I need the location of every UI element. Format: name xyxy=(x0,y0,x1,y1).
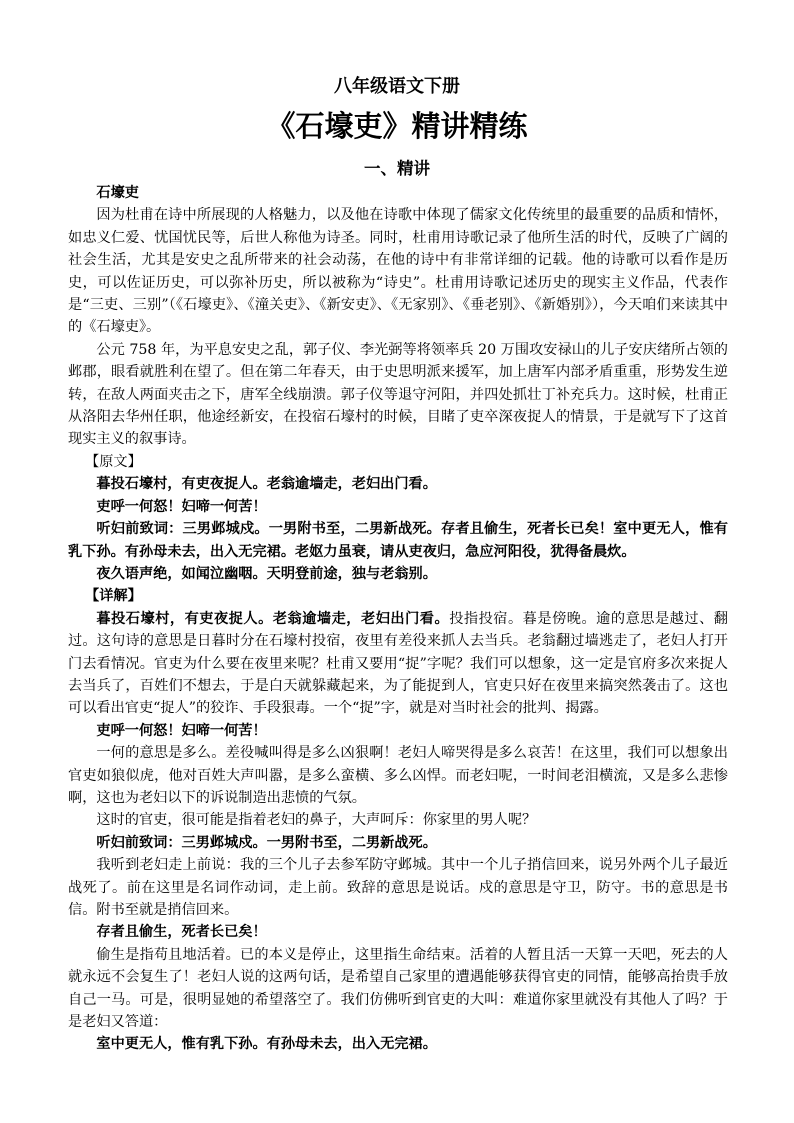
poem-heading: 石壕吏 xyxy=(96,185,139,201)
detail-4-quote: 存者且偷生，死者长已矣！ xyxy=(96,924,267,941)
poem-line-4: 夜久语声绝，如闻泣幽咽。天明登前途，独与老翁别。 xyxy=(96,565,437,582)
detail-2-text-2: 这时的官吏，很可能是指着老妇的鼻子，大声呵斥：你家里的男人呢？ xyxy=(96,812,537,829)
intro-paragraph-2: 公元 758 年，为平息安史之乱，郭子仪、李光弼等将领率兵 20 万围攻安禄山的儿子安庆绪所占领的邺郡，眼看就胜利在望了。但在第二年春天，由于史思明派来援军，加上唐军内部矛盾重重，形势发生逆转，在敌人两面夹击之下，唐军全线崩溃。郭子仪等退守河阳，并四处抓壮丁补充兵力。这时候，杜甫正从洛阳去华州任职，他途经新安，在投宿石壕村的时候，目睹了吏卒深夜捉人的情景，于是就写下了这首现实主义的叙事诗。 xyxy=(68,341,728,448)
detail-3-text: 我听到老妇走上前说：我的三个儿子去参军防守邺城。其中一个儿子捎信回来，说另外两个儿子最近战死了。前在这里是名词作动词，走上前。致辞的意思是说话。戍的意思是守卫，防守。书的意思是书信。附书至就是捎信回来。 xyxy=(68,857,728,918)
intro-paragraph-1: 因为杜甫在诗中所展现的人格魅力，以及他在诗歌中体现了儒家文化传统里的最重要的品质和情怀，如忠义仁爱、忧国忧民等，后世人称他为诗圣。同时，杜甫用诗歌记录了他所生活的时代，反映了广阔的社会生活，尤其是安史之乱所带来的社会动荡，在他的诗中有非常详细的记载。他的诗歌可以看作是历史，可以佐证历史，可以弥补历史，所以被称为“诗史”。杜甫用诗歌记述历史的现实主义作品，代表作是“三吏、三别”（《石壕吏》、《潼关吏》、《新安吏》、《无家别》、《垂老别》、《新婚别》），今天咱们来读其中的《石壕吏》。 xyxy=(68,207,728,336)
poem-line-3: 听妇前致词：三男邺城戍。一男附书至，二男新战死。存者且偷生，死者长已矣！室中更无人，惟有乳下孙。有孙母未去，出入无完裙。老妪力虽衰，请从吏夜归，急应河阳役，犹得备晨炊。 xyxy=(68,521,728,560)
poem-line-2: 吏呼一何怒！妇啼一何苦！ xyxy=(96,498,267,515)
detail-label: 【详解】 xyxy=(85,588,142,605)
section-heading: 一、精讲 xyxy=(364,159,430,178)
document-body xyxy=(68,182,728,1056)
detail-5-quote: 室中更无人，惟有乳下孙。有孙母未去，出入无完裙。 xyxy=(96,1036,437,1053)
grade-label: 八年级语文下册 xyxy=(334,76,460,97)
detail-4-text: 偷生是指苟且地活着。已的本义是停止，这里指生命结束。活着的人暂且活一天算一天吧，死去的人就永远不会复生了！老妇人说的这两句话，是希望自己家里的遭遇能够获得官吏的同情，能够高抬贵手放自己一马。可是，很明显她的希望落空了。我们仿佛听到官吏的大叫：难道你家里就没有其他人了吗？于是老妇又答道： xyxy=(68,946,728,1031)
detail-3-quote: 听妇前致词：三男邺城戍。一男附书至，二男新战死。 xyxy=(96,834,437,851)
detail-2-text: 一何的意思是多么。差役喊叫得是多么凶狠啊！老妇人啼哭得是多么哀苦！在这里，我们可以想象出官吏如狼似虎，他对百姓大声叫嚣，是多么蛮横、多么凶悍。而老妇呢，一时间老泪横流，又是多么悲惨啊，这也为老妇以下的诉说制造出悲愤的气氛。 xyxy=(68,745,728,806)
original-text-label: 【原文】 xyxy=(85,453,142,470)
poem-line-1: 暮投石壕村，有吏夜捉人。老翁逾墙走，老妇出门看。 xyxy=(96,476,437,493)
detail-1-text: 投指投宿。暮是傍晚。逾的意思是越过、翻过。这句诗的意思是日暮时分在石壕村投宿，夜里有差役来抓人去当兵。老翁翻过墙逃走了，老妇人打开门去看情况。官吏为什么要在夜里来呢？杜甫又要用“捉”字呢？我们可以想象，这一定是官府多次来捉人去当兵了，百姓们不想去，于是白天就躲藏起来，为了能捉到人，官吏只好在夜里来搞突然袭击了。这也可以看出官吏“捉人”的狡诈、手段狠毒。一个“捉”字，就是对当时社会的批判、揭露。 xyxy=(68,610,728,717)
page-title: 《石壕吏》精讲精练 xyxy=(266,109,528,143)
detail-1-quote: 暮投石壕村，有吏夜捉人。老翁逾墙走，老妇出门看。 xyxy=(96,610,450,627)
detail-2-quote: 吏呼一何怒！妇啼一何苦！ xyxy=(96,722,267,739)
detail-paragraph-1 xyxy=(68,608,728,720)
